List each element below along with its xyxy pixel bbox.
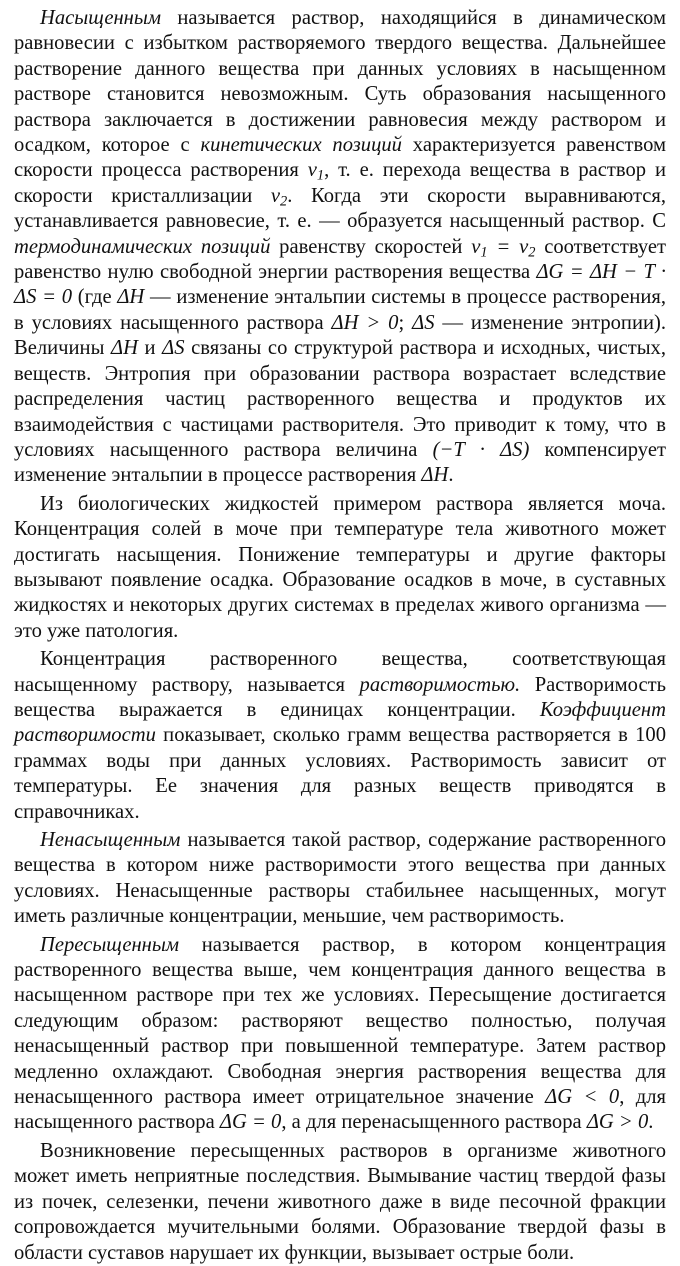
formula-v1-equals-v2: $v_1 = v_2$ — [471, 235, 536, 261]
text-run: (где — [72, 286, 118, 309]
text-run: называется раствор, в котором концентрация растворенного вещества выше, чем концентрация данного вещества в насыщенном растворе при тех же условиях. Пересыщение достигается следующим образом: растворяют вещество полностью, получая ненасыщенный раствор при повышенной температуре. Затем раствор медленно охлаждают. Свободная энергия растворения вещества для ненасыщенного раствора имеет отрицательное значение — [14, 933, 666, 1109]
formula-delta-h-2: ΔH — [111, 337, 138, 360]
term-kinetic-positions: кинетических позиций — [200, 134, 402, 157]
formula-delta-s-2: ΔS — [162, 337, 185, 360]
text-run: показывает, сколько грамм вещества растворяется в 100 граммах воды при данных условиях. Растворимость зависит от температуры. Ее значения для разных веществ приводятся в справочниках. — [14, 724, 666, 823]
paragraph-supersaturated-solution — [14, 933, 666, 1136]
formula-gibbs-equation: ΔG = ΔH − T · ΔS = 0 — [14, 261, 666, 309]
text-run: связаны со структурой раствора и исходных, чистых, веществ. Энтропия при образовании раствора возрастает вследствие распределения частиц растворенного вещества и продуктов их взаимодействия с частицами растворителя. Это приводит к тому, что в условиях насыщенного раствора величина — [14, 337, 666, 461]
formula-delta-h-3: ΔH — [421, 464, 449, 487]
formula-dg-zero: ΔG = 0 — [219, 1111, 282, 1134]
text-run: характеризуется равенством скорости процесса растворения — [14, 134, 667, 182]
term-solubility-coefficient: Коэффициент растворимости — [14, 698, 666, 747]
text-run: , для насыщенного раствора — [14, 1086, 666, 1134]
formula-delta-s: ΔS — [412, 311, 435, 334]
term-thermodynamic-positions: термодинамических позиций — [14, 235, 271, 258]
text-run: Растворимость вещества выражается в единицах концентрации. — [14, 673, 666, 721]
paragraph-unsaturated-solution — [14, 828, 666, 930]
text-run: , а для перенасыщенного раствора — [281, 1111, 587, 1134]
paragraph-solubility — [14, 647, 666, 825]
text-run: называется раствор, находящийся в динамическом равновесии с избытком растворяемого твердого вещества. Дальнейшее растворение данного вещества при данных условиях в насыщенном растворе становится невозможным. Суть образования насыщенного раствора заключается в достижении равновесия между раствором и осадком, которое с — [14, 7, 666, 157]
text-run: соответствует равенство нулю свободной энергии растворения вещества — [14, 235, 667, 284]
formula-delta-h-positive: ΔH > 0 — [331, 311, 399, 334]
text-run: ; — [398, 311, 413, 334]
formula-dg-positive: ΔG > 0 — [586, 1111, 649, 1134]
term-unsaturated: Ненасыщенным — [40, 829, 181, 851]
text-run: — изменение энтальпии системы в процессе растворения, в условиях насыщенного раствора — [14, 286, 666, 334]
text-run: , т. е. перехода вещества в раствор и скорости кристаллизации — [14, 159, 666, 207]
paragraph-biological-fluids: Из биологических жидкостей примером раствора является моча. Концентрация солей в моче при температуре тела животного может достигать насыщения. Понижение температуры и другие факторы вызывают появление осадка. Образование осадков в моче, в суставных жидкостях и некоторых других системах в пределах живого организма — это уже патология. — [14, 492, 666, 642]
text-run: и — [137, 337, 163, 360]
text-run: . — [648, 1111, 654, 1134]
text-run: называется такой раствор, содержание растворенного вещества в котором ниже растворимости этого вещества при данных условиях. Ненасыщенные растворы стабильнее насыщенных, могут иметь различные концентрации, меньшие, чем растворимость. — [14, 829, 666, 928]
text-run: равенству скоростей — [270, 235, 472, 258]
paragraph-saturated-solution — [14, 6, 666, 489]
paragraph-supersaturation-consequences: Возникновение пересыщенных растворов в организме животного может иметь неприятные последствия. Вымывание частиц твердой фазы из почек, селезенки, печени животного даже в виде песочной фракции сопровождается мучительными болями. Образование твердой фазы в области суставов нарушает их функции, вызывает острые боли. — [14, 1139, 666, 1264]
text-run: — изменение энтропии). Величины — [14, 311, 666, 360]
text-run: . Когда эти скорости выравниваются, устанавливается равновесие, т. е. — образуется насыщенный раствор. С — [14, 184, 666, 233]
text-run: Концентрация растворенного вещества, соответствующая насыщенному раствору, называется — [14, 648, 666, 696]
term-saturated: Насыщенным — [40, 7, 161, 29]
text-run: компенсирует изменение энтальпии в процессе растворения — [14, 438, 666, 487]
term-supersaturated: Пересыщенным — [40, 933, 179, 956]
formula-v1: $v_1$ — [307, 159, 325, 185]
formula-delta-h: ΔH — [117, 286, 145, 309]
text-run: . — [448, 464, 454, 487]
formula-dg-negative: ΔG < 0 — [545, 1086, 620, 1109]
formula-v2: $v_2$ — [270, 184, 288, 210]
term-solubility: растворимостью. — [359, 673, 521, 696]
formula-minus-t-delta-s: (−T · ΔS) — [432, 438, 530, 461]
